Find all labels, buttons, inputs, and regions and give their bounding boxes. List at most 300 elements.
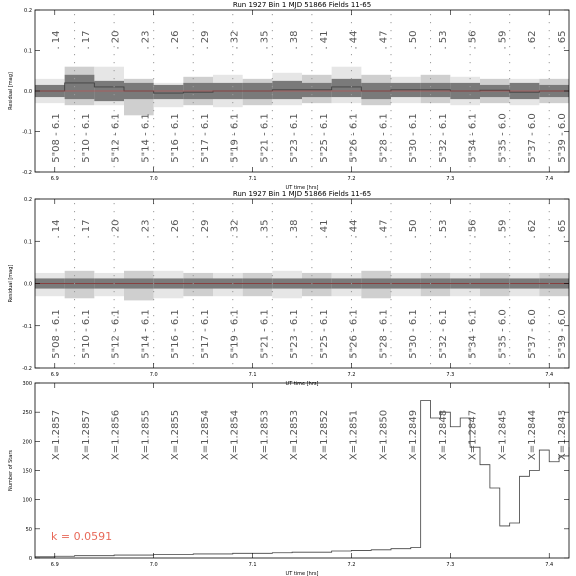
marker-dot (74, 299, 75, 300)
marker-dot (193, 235, 194, 236)
marker-dot (272, 150, 273, 151)
marker-dot (391, 38, 392, 39)
seeing-label: 5"14 - 6.1 (140, 113, 152, 163)
marker-dot (232, 275, 233, 276)
marker-dot (430, 110, 431, 111)
marker-dot (430, 275, 431, 276)
marker-dot (311, 166, 312, 167)
marker-dot (311, 30, 312, 31)
seeing-label: 5"21 - 6.1 (259, 309, 271, 359)
marker-dot (470, 243, 471, 244)
marker-dot (193, 126, 194, 127)
marker-dot (351, 86, 352, 87)
marker-dot (430, 331, 431, 332)
marker-dot (509, 150, 510, 151)
seeing-label: 5"08 - 6.1 (51, 309, 62, 359)
marker-dot (391, 78, 392, 79)
marker-dot (232, 110, 233, 111)
marker-dot (272, 14, 273, 15)
marker-dot (74, 70, 75, 71)
marker-dot (311, 323, 312, 324)
marker-dot (74, 110, 75, 111)
marker-dot (430, 211, 431, 212)
marker-dot (509, 38, 510, 39)
marker-dot (193, 259, 194, 260)
marker-dot (470, 299, 471, 300)
marker-dot (549, 355, 550, 356)
marker-dot (193, 251, 194, 252)
marker-dot (391, 243, 392, 244)
marker-dot (509, 166, 510, 167)
marker-dot (193, 150, 194, 151)
marker-dot (74, 227, 75, 228)
marker-dot (232, 22, 233, 23)
residual-panel-top (8, 1, 569, 191)
marker-dot (391, 94, 392, 95)
seeing-label: 5"26 - 6.1 (348, 113, 360, 163)
marker-dot (272, 86, 273, 87)
marker-dot (114, 275, 115, 276)
marker-dot (549, 102, 550, 103)
marker-dot (430, 30, 431, 31)
marker-dot (153, 110, 154, 111)
marker-dot (272, 283, 273, 284)
x-tick-label: 7.3 (446, 562, 455, 568)
marker-dot (509, 323, 510, 324)
marker-dot (311, 363, 312, 364)
marker-dot (311, 150, 312, 151)
x-tick-label: 7.3 (446, 176, 455, 182)
seeing-label: 5"23 - 6.1 (289, 113, 301, 163)
field-label: . 17 (80, 30, 92, 50)
marker-dot (114, 166, 115, 167)
y-axis-label: Number of Stars (8, 450, 14, 491)
marker-dot (391, 219, 392, 220)
marker-dot (391, 291, 392, 292)
seeing-label: 5"34 - 6.1 (467, 309, 479, 359)
marker-dot (430, 86, 431, 87)
marker-dot (114, 102, 115, 103)
marker-dot (430, 166, 431, 167)
marker-dot (272, 211, 273, 212)
marker-dot (509, 299, 510, 300)
x-axis-label: UT time [hrs] (285, 571, 319, 576)
marker-dot (509, 331, 510, 332)
field-label: . 26 (170, 30, 182, 50)
x-tick-label: 6.9 (50, 176, 59, 182)
marker-dot (351, 267, 352, 268)
y-tick-label: -0.1 (22, 323, 32, 330)
marker-dot (114, 70, 115, 71)
marker-dot (153, 46, 154, 47)
y-tick-label: 50 (25, 526, 32, 533)
marker-dot (549, 259, 550, 260)
marker-dot (549, 243, 550, 244)
marker-dot (272, 315, 273, 316)
marker-dot (509, 347, 510, 348)
marker-dot (153, 94, 154, 95)
marker-dot (114, 307, 115, 308)
marker-dot (74, 142, 75, 143)
x-tick-label: 6.9 (50, 562, 59, 568)
marker-dot (74, 166, 75, 167)
marker-dot (391, 118, 392, 119)
marker-dot (509, 62, 510, 63)
marker-dot (114, 62, 115, 63)
marker-dot (430, 134, 431, 135)
marker-dot (470, 62, 471, 63)
marker-dot (153, 118, 154, 119)
marker-dot (193, 339, 194, 340)
marker-dot (272, 62, 273, 63)
marker-dot (391, 259, 392, 260)
marker-dot (549, 30, 550, 31)
marker-dot (232, 102, 233, 103)
marker-dot (272, 307, 273, 308)
marker-dot (272, 46, 273, 47)
y-tick-label: 0 (28, 556, 32, 562)
marker-dot (549, 331, 550, 332)
marker-dot (311, 219, 312, 220)
x-tick-label: 7.4 (545, 372, 554, 378)
marker-dot (153, 78, 154, 79)
marker-dot (549, 267, 550, 268)
marker-dot (114, 267, 115, 268)
field-label: . 65 (557, 30, 568, 50)
marker-dot (430, 259, 431, 260)
marker-dot (549, 211, 550, 212)
marker-dot (351, 283, 352, 284)
y-tick-label: 250 (22, 410, 32, 417)
marker-dot (549, 134, 550, 135)
seeing-label: 5"26 - 6.1 (348, 309, 360, 359)
marker-dot (193, 275, 194, 276)
marker-dot (272, 30, 273, 31)
marker-dot (193, 307, 194, 308)
marker-dot (193, 110, 194, 111)
airmass-label: X=1.2854 (229, 409, 241, 461)
marker-dot (391, 22, 392, 23)
plot-frame (35, 383, 569, 558)
field-label: . 32 (229, 30, 241, 50)
airmass-label: X=1.2847 (467, 409, 479, 461)
x-tick-label: 7.0 (149, 562, 158, 568)
marker-dot (272, 331, 273, 332)
field-label: . 62 (527, 219, 539, 239)
marker-dot (114, 86, 115, 87)
field-label: . 38 (289, 30, 301, 50)
marker-dot (232, 54, 233, 55)
marker-dot (272, 243, 273, 244)
marker-dot (114, 78, 115, 79)
marker-dot (272, 142, 273, 143)
marker-dot (391, 235, 392, 236)
marker-dot (74, 307, 75, 308)
marker-dot (153, 62, 154, 63)
marker-dot (311, 142, 312, 143)
marker-dot (470, 166, 471, 167)
marker-dot (114, 22, 115, 23)
airmass-label: X=1.2855 (140, 409, 152, 461)
marker-dot (391, 251, 392, 252)
marker-dot (272, 166, 273, 167)
airmass-label: X=1.2845 (497, 409, 509, 461)
x-tick-label: 7.1 (248, 176, 257, 182)
marker-dot (509, 235, 510, 236)
marker-dot (549, 275, 550, 276)
field-label: . 53 (437, 30, 449, 50)
marker-dot (311, 70, 312, 71)
marker-dot (509, 46, 510, 47)
marker-dot (114, 291, 115, 292)
x-tick-label: 7.0 (149, 372, 158, 378)
marker-dot (153, 38, 154, 39)
marker-dot (153, 30, 154, 31)
marker-dot (232, 70, 233, 71)
marker-dot (74, 347, 75, 348)
marker-dot (509, 307, 510, 308)
marker-dot (509, 142, 510, 143)
marker-dot (509, 78, 510, 79)
inner-band-bin (332, 79, 362, 97)
marker-dot (272, 339, 273, 340)
marker-dot (391, 275, 392, 276)
marker-dot (74, 235, 75, 236)
marker-dot (549, 283, 550, 284)
y-tick-label: 0.2 (24, 8, 32, 14)
airmass-label: X=1.2843 (557, 409, 568, 461)
marker-dot (311, 78, 312, 79)
marker-dot (272, 70, 273, 71)
airmass-label: X=1.2844 (527, 409, 539, 461)
marker-dot (351, 243, 352, 244)
marker-dot (74, 118, 75, 119)
marker-dot (153, 259, 154, 260)
seeing-label: 5"19 - 6.1 (229, 309, 241, 359)
marker-dot (430, 251, 431, 252)
marker-dot (470, 275, 471, 276)
marker-dot (272, 118, 273, 119)
marker-dot (193, 142, 194, 143)
marker-dot (114, 299, 115, 300)
marker-dot (470, 70, 471, 71)
marker-dot (193, 219, 194, 220)
y-tick-label: 150 (22, 468, 32, 475)
marker-dot (193, 94, 194, 95)
marker-dot (193, 78, 194, 79)
x-tick-label: 7.3 (446, 372, 455, 378)
marker-dot (430, 307, 431, 308)
seeing-label: 5"30 - 6.1 (408, 113, 420, 163)
seeing-label: 5"12 - 6.1 (110, 309, 122, 359)
field-label: . 20 (110, 219, 122, 239)
field-label: . 56 (467, 219, 479, 239)
marker-dot (509, 158, 510, 159)
marker-dot (509, 211, 510, 212)
marker-dot (153, 323, 154, 324)
marker-dot (311, 299, 312, 300)
marker-dot (470, 110, 471, 111)
marker-dot (391, 54, 392, 55)
y-tick-label: 200 (22, 439, 32, 446)
marker-dot (549, 291, 550, 292)
marker-dot (193, 134, 194, 135)
marker-dot (114, 54, 115, 55)
marker-dot (311, 267, 312, 268)
field-label: . 59 (497, 30, 509, 50)
marker-dot (549, 118, 550, 119)
marker-dot (351, 94, 352, 95)
x-tick-label: 7.2 (347, 562, 356, 568)
marker-dot (272, 134, 273, 135)
marker-dot (509, 102, 510, 103)
marker-dot (351, 110, 352, 111)
seeing-label: 5"30 - 6.1 (408, 309, 420, 359)
marker-dot (272, 158, 273, 159)
marker-dot (272, 259, 273, 260)
airmass-label: X=1.2854 (199, 409, 211, 461)
marker-dot (509, 291, 510, 292)
marker-dot (74, 78, 75, 79)
marker-dot (509, 118, 510, 119)
field-label: . 23 (140, 30, 152, 50)
marker-dot (549, 46, 550, 47)
marker-dot (272, 267, 273, 268)
airmass-label: X=1.2849 (408, 409, 420, 461)
marker-dot (430, 203, 431, 204)
airmass-label: X=1.2851 (348, 409, 360, 461)
marker-dot (74, 211, 75, 212)
marker-dot (74, 291, 75, 292)
marker-dot (272, 38, 273, 39)
marker-dot (430, 22, 431, 23)
marker-dot (509, 94, 510, 95)
seeing-label: 5"35 - 6.0 (497, 309, 509, 359)
field-label: . 50 (408, 30, 420, 50)
field-label: . 32 (229, 219, 241, 239)
marker-dot (509, 227, 510, 228)
x-tick-label: 6.9 (50, 372, 59, 378)
y-tick-label: -0.2 (22, 170, 32, 176)
x-tick-label: 7.2 (347, 176, 356, 182)
marker-dot (391, 86, 392, 87)
marker-dot (391, 134, 392, 135)
marker-dot (193, 70, 194, 71)
marker-dot (272, 355, 273, 356)
marker-dot (470, 54, 471, 55)
marker-dot (549, 158, 550, 159)
marker-dot (430, 102, 431, 103)
marker-dot (193, 38, 194, 39)
seeing-label: 5"16 - 6.1 (170, 309, 182, 359)
marker-dot (351, 70, 352, 71)
marker-dot (391, 14, 392, 15)
marker-dot (430, 46, 431, 47)
marker-dot (430, 355, 431, 356)
marker-dot (74, 158, 75, 159)
marker-dot (74, 102, 75, 103)
marker-dot (193, 30, 194, 31)
seeing-label: 5"12 - 6.1 (110, 113, 122, 163)
marker-dot (153, 331, 154, 332)
marker-dot (391, 299, 392, 300)
marker-dot (311, 118, 312, 119)
marker-dot (311, 243, 312, 244)
star-count-panel (8, 381, 569, 576)
marker-dot (74, 94, 75, 95)
marker-dot (74, 275, 75, 276)
y-tick-label: 300 (22, 381, 32, 387)
marker-dot (549, 307, 550, 308)
marker-dot (509, 14, 510, 15)
y-tick-label: 0.0 (24, 281, 32, 288)
y-tick-label: 0.1 (24, 239, 32, 246)
marker-dot (549, 142, 550, 143)
marker-dot (549, 339, 550, 340)
seeing-label: 5"25 - 6.1 (318, 309, 330, 359)
field-label: . 35 (259, 219, 271, 239)
marker-dot (114, 203, 115, 204)
marker-dot (311, 355, 312, 356)
airmass-label: X=1.2848 (437, 409, 449, 461)
marker-dot (430, 267, 431, 268)
x-tick-label: 7.4 (545, 562, 554, 568)
marker-dot (74, 126, 75, 127)
marker-dot (311, 307, 312, 308)
marker-dot (74, 134, 75, 135)
marker-dot (193, 331, 194, 332)
marker-dot (311, 259, 312, 260)
marker-dot (193, 211, 194, 212)
seeing-label: 5"28 - 6.1 (378, 309, 390, 359)
marker-dot (509, 251, 510, 252)
marker-dot (272, 219, 273, 220)
marker-dot (391, 150, 392, 151)
marker-dot (193, 355, 194, 356)
marker-dot (509, 134, 510, 135)
marker-dot (272, 363, 273, 364)
x-tick-label: 7.4 (545, 176, 554, 182)
marker-dot (430, 315, 431, 316)
marker-dot (74, 14, 75, 15)
marker-dot (391, 70, 392, 71)
marker-dot (509, 219, 510, 220)
marker-dot (153, 235, 154, 236)
marker-dot (193, 166, 194, 167)
marker-dot (311, 251, 312, 252)
marker-dot (470, 363, 471, 364)
marker-dot (311, 86, 312, 87)
marker-dot (193, 158, 194, 159)
marker-dot (232, 243, 233, 244)
marker-dot (153, 267, 154, 268)
marker-dot (351, 78, 352, 79)
marker-dot (74, 251, 75, 252)
marker-dot (351, 307, 352, 308)
marker-dot (311, 126, 312, 127)
marker-dot (470, 291, 471, 292)
marker-dot (549, 150, 550, 151)
marker-dot (549, 315, 550, 316)
marker-dot (74, 219, 75, 220)
marker-dot (74, 259, 75, 260)
marker-dot (391, 46, 392, 47)
marker-dot (153, 227, 154, 228)
marker-dot (549, 219, 550, 220)
marker-dot (391, 347, 392, 348)
marker-dot (153, 291, 154, 292)
marker-dot (549, 227, 550, 228)
